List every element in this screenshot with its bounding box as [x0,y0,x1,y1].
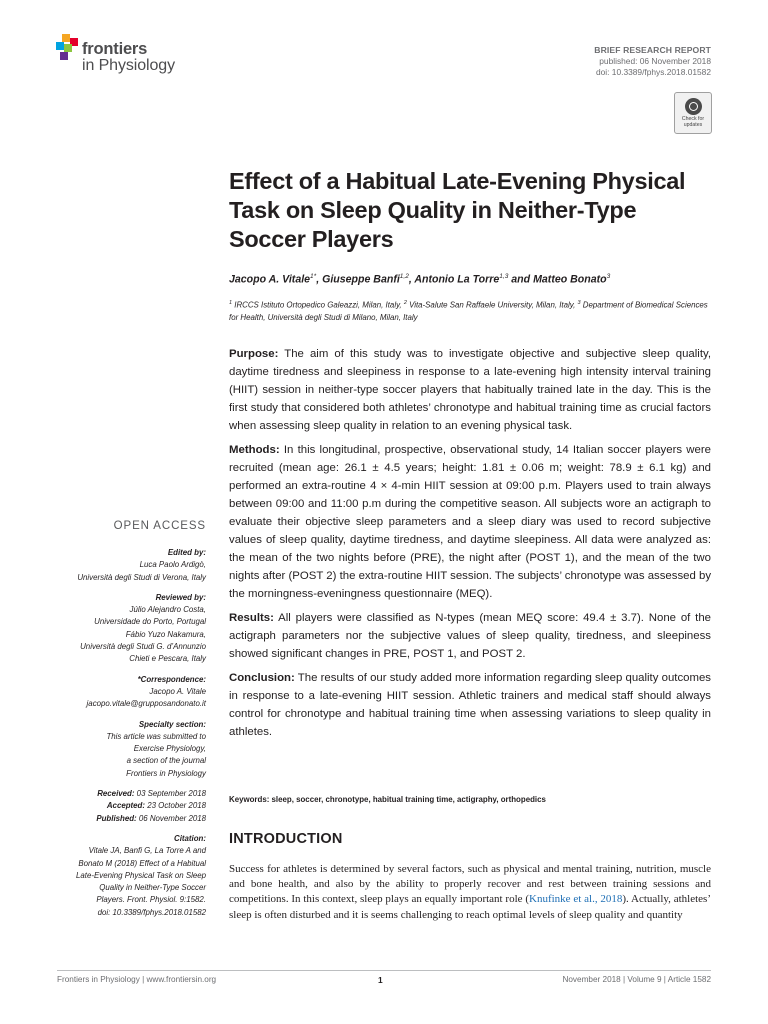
reviewer-name: Júlio Alejandro Costa, [129,605,206,615]
specialty-section: Specialty section: This article was submitted to Exercise Physiology, a section of the journal Frontiers in Physiology [106,719,206,778]
keywords: Keywords: sleep, soccer, chronotype, habitual training time, actigraphy, orthopedics [229,795,546,804]
check-badge-line2: updates [683,121,703,128]
page-number: 1 [378,975,383,985]
section-heading-introduction: INTRODUCTION [229,831,343,847]
section-label: Methods: [229,444,280,456]
introduction-body: Success for athletes is determined by several factors, such as physical and mental training, nutrition, muscle and bone health, and also by the ability to properly recover and rest between training sessions and competitions. In this context, sleep plays an equally important role (Knufinke et al., 2018). Actually, athletes’ sleep is often disturbed and it is seems challenging to reach optimal levels of sleep quality and quantity [229,863,711,921]
frontiers-logo-icon [56,34,80,62]
report-meta [594,45,711,78]
section-label: Conclusion: [229,672,295,684]
correspondence-email[interactable]: jacopo.vitale@grupposandonato.it [86,699,206,709]
article-dates [40,788,206,825]
article-info-sidebar [40,547,206,927]
affiliations: $^1$ IRCCS Istituto Ortopedico Galeazzi, Milan, Italy, $^2$ Vita-Salute San Raffaele University, Milan, Italy, $^3$ Department of Biomedical Sciences for Health, Università degli Studi di Milano, Milan, Italy [229,300,708,323]
citation-block: Citation: Vitale JA, Banfi G, La Torre A and Bonato M (2018) Effect of a Habitual Late-Evening Physical Task on Sleep Quality in Neither-Type Soccer Players. Front. Physiol. 9:1582. doi: 10.3389/fphys.2018.01582 [40,833,206,919]
check-for-updates-button[interactable] [674,92,712,134]
accepted-date: Accepted: 23 October 2018 [106,801,206,811]
reviewer-name: Fábio Yuzo Nakamura, [125,629,206,639]
author-affil-sup: 1* [310,273,317,280]
logo-text-frontiers: frontiers [82,40,148,58]
journal-logo[interactable] [56,34,206,84]
check-updates-icon [685,98,702,115]
report-type: BRIEF RESEARCH REPORT [594,45,711,55]
author-affil-sup: 1,3 [499,273,509,280]
footer-divider [57,970,711,971]
abstract-methods: Methods: In this longitudinal, prospective, observational study, 14 Italian soccer players were recruited (mean age: 26.1 ± 4.5 years; height: 1.81 ± 0.06 m; weight: 78.9 ± 6.1 kg) and performed an extra-routine 4 × 4-min HIIT session at 09:00 p.m. Players used to train always between 09:00 and 11:00 p.m during the competitive season. All subjects wore an actigraph to evaluate their objective sleep parameters and a sleep diary was used to record subjective values of sleep quality, daytime tiredness, and daytime sleepiness. All data were analyzed as: the mean of the two nights before (PRE), the night after (POST 1), and the mean of the two nights after (POST 2) the extra-routine HIIT session. The subjects’ chronotype was assessed by the morningness-eveningness questionnaire (MEQ). [229,444,712,600]
citation-link[interactable]: Knufinke et al., 2018 [529,893,623,906]
author-name[interactable]: Matteo Bonato [533,273,607,286]
author-name[interactable]: Antonio La Torre [414,273,500,286]
section-label: Results: [229,612,274,624]
abstract-results: Results: All players were classified as N-types (mean MEQ score: 49.4 ± 3.7). None of the actigraph parameters nor the subjective values of sleep quality, tiredness, and sleepiness showed significant changes in PRE, POST 1, and POST 2. [229,612,711,660]
author-list: Jacopo A. Vitale$^{1*}$, Giuseppe Banfi$^{1,2}$, Antonio La Torre$^{1,3}$ and Matteo Bonato$^3$ [229,273,611,286]
affiliation: Vita-Salute San Raffaele University, Milan, Italy, [406,300,578,310]
section-label: Purpose: [229,348,279,360]
author-affil-sup: 3 [606,273,611,280]
logo-text-journal: in Physiology [82,57,175,74]
correspondence: *Correspondence: Jacopo A. Vitale jacopo.vitale@grupposandonato.it [40,674,206,711]
abstract-conclusion: Conclusion: The results of our study added more information regarding sleep quality outcomes in response to a late-evening HIIT session. Athletic trainers and medical staff should always control for chronotype and habitual training time when assessing variations to sleep quality in athletes. [229,672,711,738]
author-name[interactable]: Giuseppe Banfi [322,273,400,286]
article-title: Effect of a Habitual Late-Evening Physical Task on Sleep Quality in Neither-Type Soccer Players [229,168,686,252]
citation-doi[interactable]: doi: 10.3389/fphys.2018.01582 [97,907,206,917]
affiliation: Department of Biomedical Sciences for Health, Università degli Studi di Milano, Milan, Italy [229,300,708,323]
edited-by: Edited by: Luca Paolo Ardigò, Università degli Studi di Verona, Italy [40,547,206,584]
open-access-label: OPEN ACCESS [113,520,206,532]
published-date: published: 06 November 2018 [599,56,711,66]
editor-name: Luca Paolo Ardigò, [139,560,206,570]
abstract-purpose: Purpose: The aim of this study was to investigate objective and subjective sleep quality, daytime tiredness and sleepiness in response to a late-evening high intensity interval training (HIIT) session in neither-type soccer players that habitually trained late in the day. This is the first study that considered both athletes’ chronotype and habitual training time as crucial factors when assessing sleep quality in relation to an evening physical task. [229,348,711,432]
abstract [229,345,711,747]
received-date: Received: 03 September 2018 [97,789,206,799]
check-badge-line1: Check for [681,116,705,122]
footer-issue-info: November 2018 | Volume 9 | Article 1582 [562,975,711,984]
doi-link[interactable]: doi: 10.3389/fphys.2018.01582 [595,67,711,77]
affiliation: IRCCS Istituto Ortopedico Galeazzi, Milan, Italy, [232,300,404,310]
footer-journal-link[interactable]: Frontiers in Physiology | www.frontiersin.org [57,975,217,984]
reviewed-by: Reviewed by: Júlio Alejandro Costa, Universidade do Porto, Portugal Fábio Yuzo Nakamura, Università degli Studi G. d’Annunzio Chieti e Pescara, Italy [40,592,206,666]
published-date-sidebar: Published: 06 November 2018 [96,813,206,823]
author-affil-sup: 1,2 [399,273,409,280]
author-name[interactable]: Jacopo A. Vitale [229,273,311,286]
